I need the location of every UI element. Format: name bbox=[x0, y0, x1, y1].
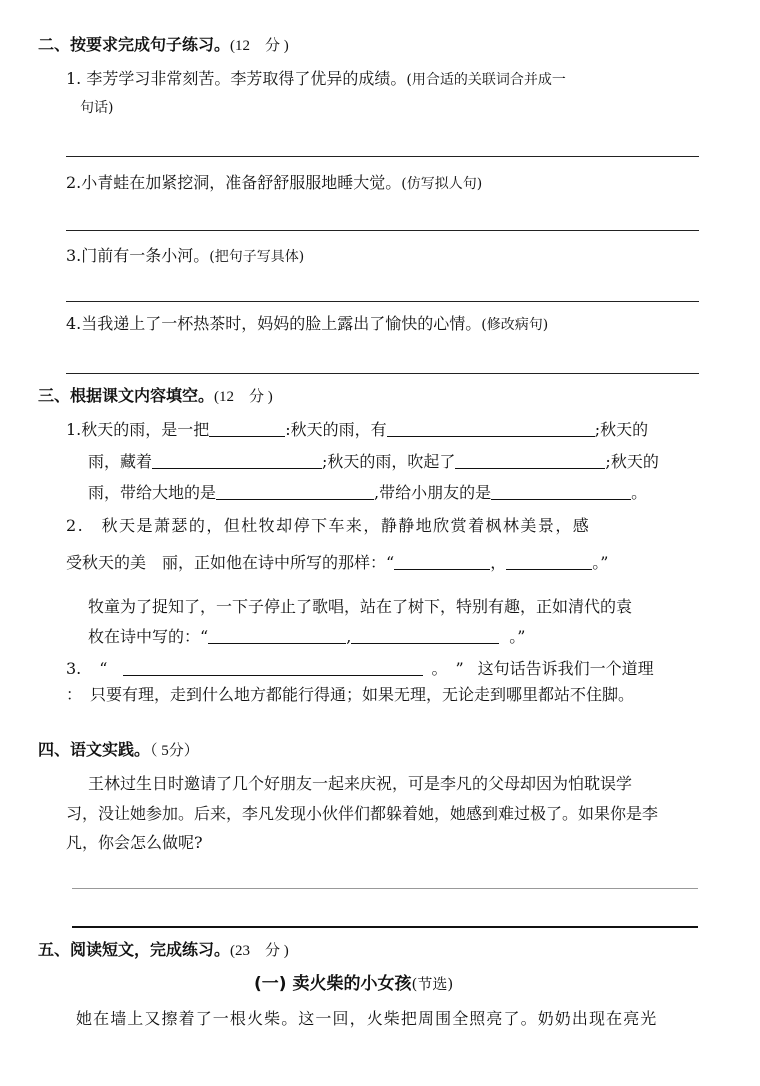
fill-blank[interactable] bbox=[351, 628, 499, 644]
section-2-question-3: 3.门前有一条小河。(把句子写具体) bbox=[66, 246, 305, 265]
section-3-heading: 三、根据课文内容填空。(12 分 ) bbox=[38, 386, 273, 405]
section-3-question-3-line-2: ： 只要有理，走到什么地方都能行得通；如果无理，无论走到哪里都站不住脚。 bbox=[66, 685, 635, 704]
fill-blank[interactable] bbox=[394, 554, 490, 570]
answer-line-s2-q4[interactable] bbox=[66, 373, 699, 374]
section-2-question-1-note: 句话) bbox=[80, 100, 114, 116]
fill-blank[interactable] bbox=[387, 421, 595, 437]
section-3-question-2-line-1: 2. 秋天是萧瑟的，但杜牧却停下车来，静静地欣赏着枫林美景，感 bbox=[66, 516, 591, 535]
section-3-question-2-line-4: 枚在诗中写的：“ , 。” bbox=[88, 627, 526, 646]
fill-blank[interactable] bbox=[123, 660, 423, 676]
fill-blank[interactable] bbox=[491, 484, 631, 500]
section-4-paragraph-line-1: 王林过生日时邀请了几个好朋友一起来庆祝，可是李凡的父母却因为怕耽误学 bbox=[88, 774, 633, 793]
fill-blank[interactable] bbox=[208, 628, 346, 644]
section-2-question-2: 2.小青蛙在加紧挖洞，准备舒舒服服地睡大觉。(仿写拟人句) bbox=[66, 173, 483, 192]
passage-line-1: 她在墙上又擦着了一根火柴。这一回，火柴把周围全照亮了。奶奶出现在亮光 bbox=[76, 1009, 658, 1028]
answer-line-s2-q2[interactable] bbox=[66, 230, 699, 231]
section-2-question-1: 1. 李芳学习非常刻苦。李芳取得了优异的成绩。(用合适的关联词合并成一 bbox=[66, 69, 566, 88]
fill-blank[interactable] bbox=[209, 421, 285, 437]
section-3-question-1-line-1: 1.秋天的雨，是一把 :秋天的雨，有 ;秋天的 bbox=[66, 420, 649, 439]
section-3-question-2-line-2: 受秋天的美 丽，正如他在诗中所写的那样：“ ， 。” bbox=[66, 553, 609, 572]
section-2-question-4: 4.当我递上了一杯热茶时，妈妈的脸上露出了愉快的心情。(修改病句) bbox=[66, 314, 549, 333]
section-4-paragraph-line-3: 凡，你会怎么做呢? bbox=[66, 833, 203, 852]
answer-line-s2-q1[interactable] bbox=[66, 156, 699, 157]
section-4-heading: 四、语文实践。（ 5分） bbox=[38, 740, 199, 759]
section-2-heading: 二、按要求完成句子练习。(12 分 ) bbox=[38, 35, 289, 54]
answer-line-s2-q3[interactable] bbox=[66, 301, 699, 302]
answer-line-s4-2[interactable] bbox=[72, 926, 698, 928]
section-4-paragraph-line-2: 习，没让她参加。后来，李凡发现小伙伴们都躲着她，她感到难过极了。如果你是李 bbox=[66, 804, 659, 823]
fill-blank[interactable] bbox=[216, 484, 374, 500]
fill-blank[interactable] bbox=[506, 554, 592, 570]
fill-blank[interactable] bbox=[152, 453, 322, 469]
section-3-question-3-line-1: 3. “ 。 ” 这句话告诉我们一个道理 bbox=[66, 659, 654, 678]
answer-line-s4-1[interactable] bbox=[72, 888, 698, 889]
section-3-question-1-line-3: 雨，带给大地的是 ,带给小朋友的是 。 bbox=[88, 483, 648, 502]
section-3-question-1-line-2: 雨，藏着 ;秋天的雨，吹起了 ;秋天的 bbox=[88, 452, 659, 471]
passage-title: (一) 卖火柴的小女孩(节选) bbox=[254, 974, 454, 994]
fill-blank[interactable] bbox=[455, 453, 605, 469]
section-3-question-2-line-3: 牧童为了捉知了，一下子停止了歌唱，站在了树下，特别有趣，正如清代的袁 bbox=[88, 597, 633, 616]
section-5-heading: 五、阅读短文，完成练习。(23 分 ) bbox=[38, 940, 289, 959]
